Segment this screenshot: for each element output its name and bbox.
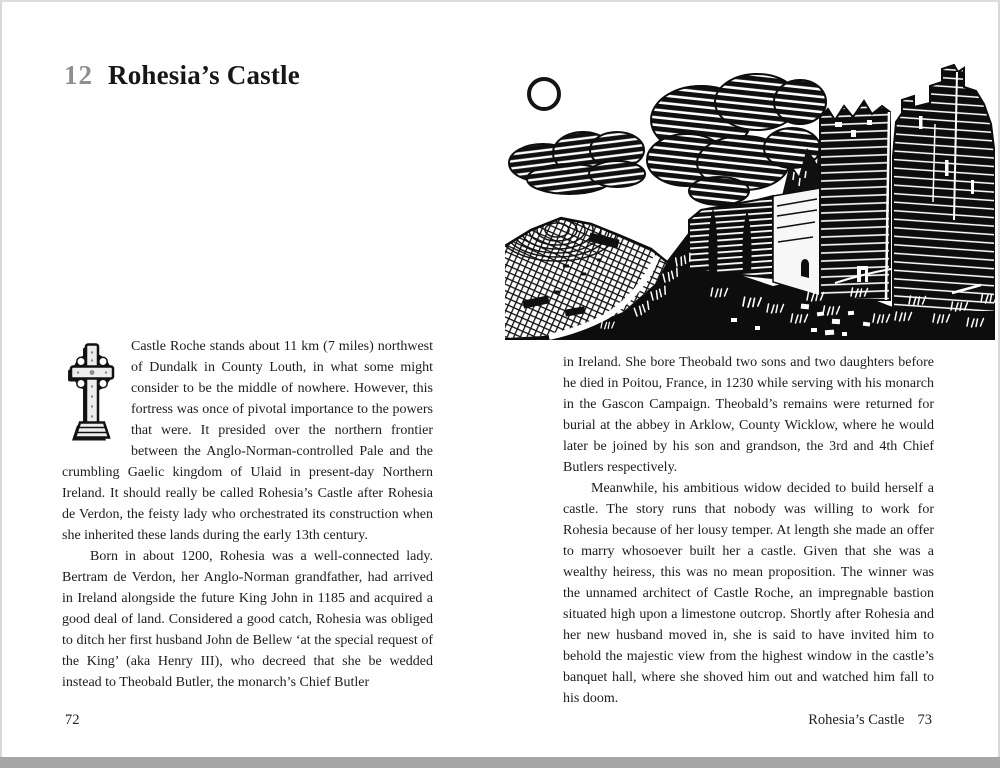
- running-header: Rohesia’s Castle: [808, 712, 905, 728]
- keep-tower: [893, 65, 995, 312]
- chapter-number: 12: [64, 60, 93, 90]
- celtic-cross-icon: [62, 338, 118, 441]
- body-paragraph: Meanwhile, his ambitious widow decided to build herself a castle. The story runs that nobody was willing to work for Rohesia because of her lousy temper. At length she made an offer to marry whosoever built her a castle. Given that she was a wealthy heiress, this was no mean proposition. The winner was the unnamed architect of Castle Roche, an impregnable bastion situated high upon a limestone outcrop. Shortly after Rohesia and her new husband moved in, she is said to have invited him to behold the majestic view from the highest window in the castle’s banquet hall, where she shoved him out and watched him fall to his doom.: [563, 481, 934, 706]
- body-paragraph: in Ireland. She bore Theobald two sons and two daughters before he died in Poitou, France, in 1230 while serving with his monarch in the Gascon Campaign. Theobald’s remains were returned for burial at the abbey in Arklow, County Wicklow, where he would later be joined by his son and grandson, the 3rd and 4th Chief Butlers respectively.: [563, 355, 934, 475]
- left-page-text: [62, 336, 433, 693]
- gatehouse-tower: [820, 101, 890, 300]
- chapter-heading: [64, 60, 300, 91]
- body-paragraph: Castle Roche stands about 11 km (7 miles) northwest of Dundalk in County Louth, in what some might consider to be the middle of nowhere. However, this fortress was once of pivotal importance to the powers that were. It presided over the northern frontier between the Anglo-Norman-controlled Pale and the crumbling Gaelic kingdom of Ulaid in present-day Northern Ireland. It should really be called Rohesia’s Castle after Rohesia de Verdon, the feisty lady who orchestrated its construction when she inherited these lands during the early 13th century.: [62, 339, 433, 543]
- cloud-left: [509, 132, 645, 194]
- right-page-number: 73: [917, 712, 932, 728]
- chapter-title: Rohesia’s Castle: [108, 60, 300, 90]
- left-page-number: 72: [65, 712, 80, 728]
- lit-wall: [773, 188, 820, 296]
- right-page-text: [563, 352, 934, 709]
- scan-bottom-bar: [0, 757, 1000, 768]
- bridge-wall: [689, 196, 773, 278]
- castle-woodcut-illustration: [505, 60, 995, 340]
- body-paragraph: Born in about 1200, Rohesia was a well-connected lady. Bertram de Verdon, her Anglo-Norman grandfather, had arrived in Ireland alongside the future King John in 1185 and acquired a good deal of land. Considered a good catch, Rohesia was obliged to ditch her first husband John de Bellew ‘at the special request of the King’ (aka Henry III), who decreed that she be wedded instead to Theobald Butler, the monarch’s Chief Butler: [62, 549, 433, 690]
- page-edge-top: [0, 0, 1000, 2]
- page-edge-left: [0, 0, 2, 757]
- right-page-footer: [808, 712, 932, 729]
